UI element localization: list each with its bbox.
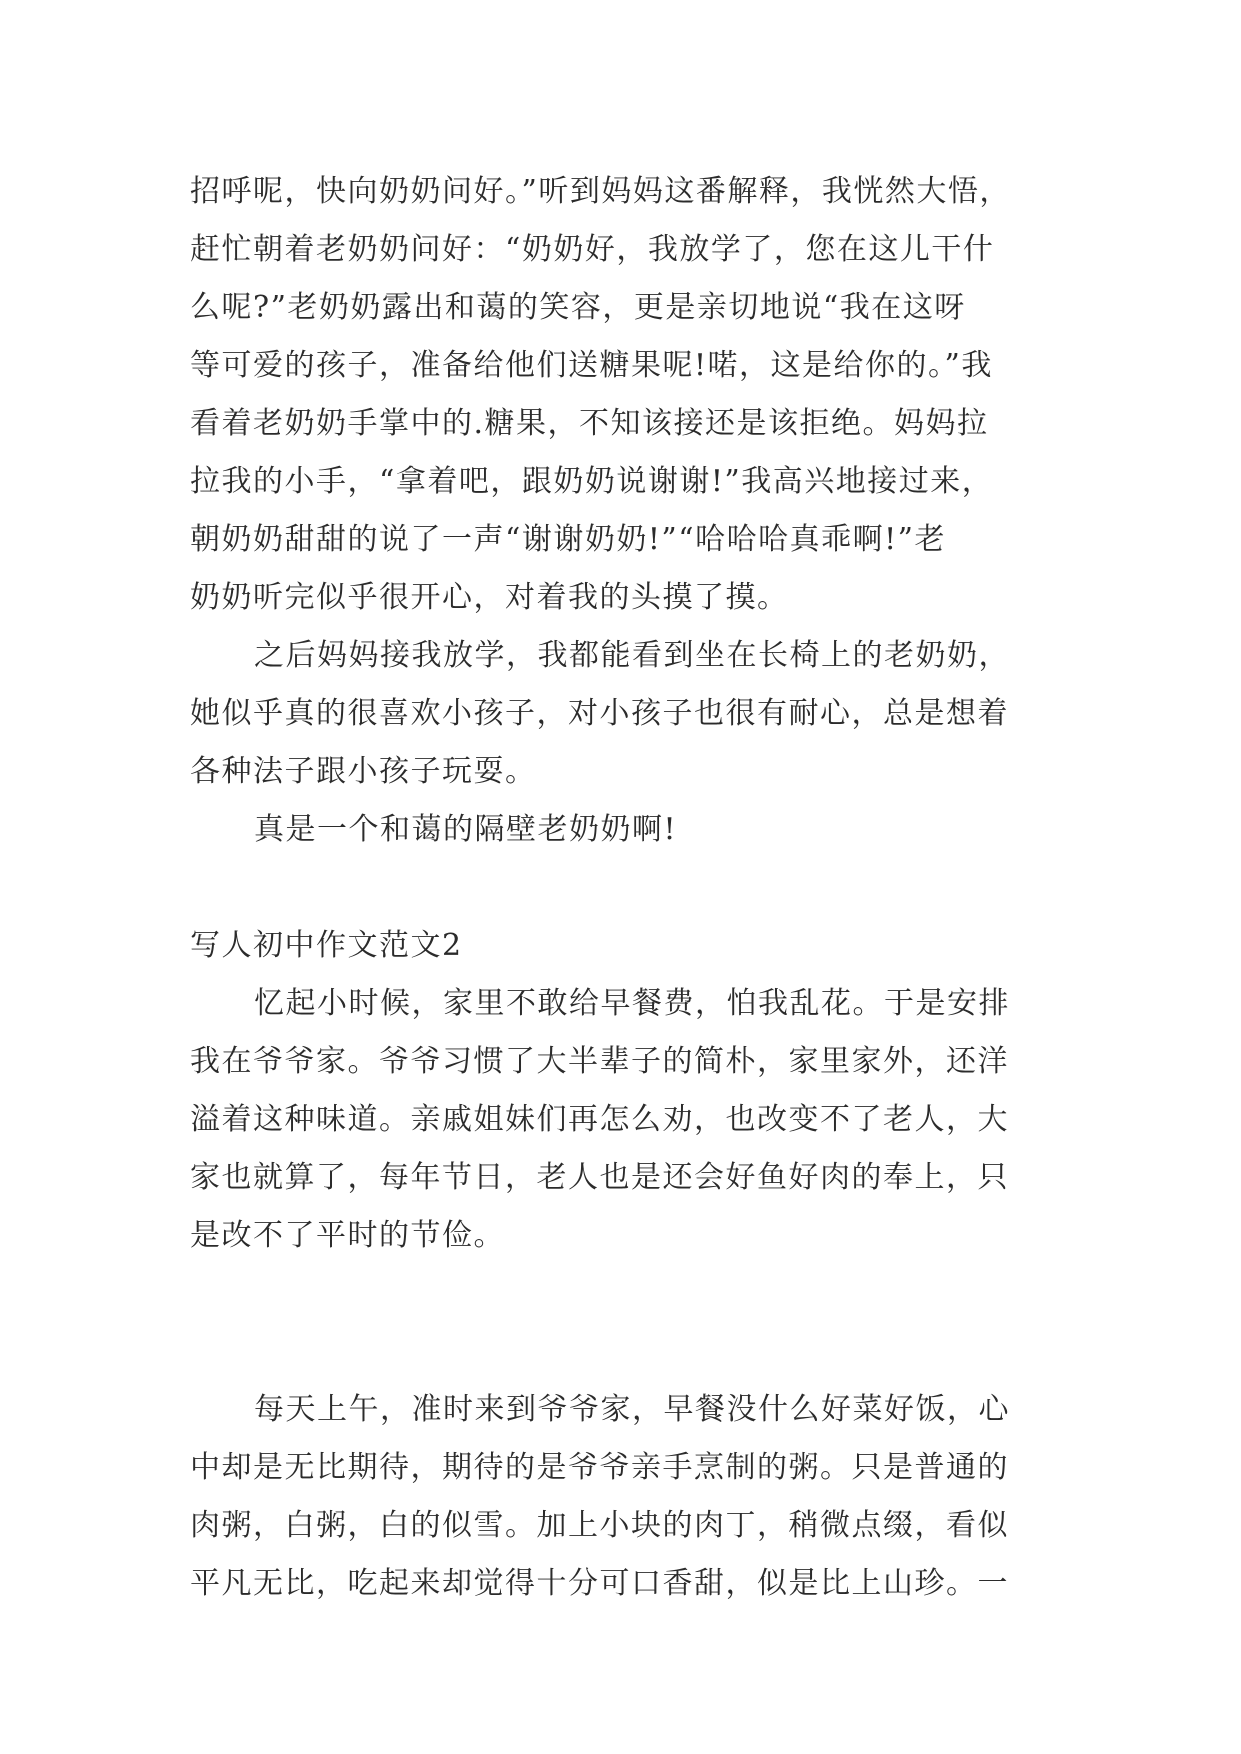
paragraph-start-line: 忆起小时候，家里不敢给早餐费，怕我乱花。于是安排: [254, 986, 1010, 1021]
document-body: [190, 163, 1063, 1613]
text-line: 各种法子跟小孩子玩耍。: [190, 754, 537, 789]
text-line: 平凡无比，吃起来却觉得十分可口香甜，似是比上山珍。一: [190, 1566, 1009, 1601]
text-line: 溢着这种味道。亲戚姐妹们再怎么劝，也改变不了老人，大: [190, 1102, 1009, 1137]
text-line: 拉我的小手，“拿着吧，跟奶奶说谢谢!”我高兴地接过来，: [190, 464, 994, 499]
text-line: 等可爱的孩子，准备给他们送糖果呢!喏，这是给你的。”我: [190, 348, 993, 383]
text-line: 朝奶奶甜甜的说了一声“谢谢奶奶!”“哈哈哈真乖啊!”老: [190, 522, 946, 557]
section-heading: 写人初中作文范文2: [190, 928, 463, 963]
text-line: 看着老奶奶手掌中的.糖果，不知该接还是该拒绝。妈妈拉: [190, 406, 989, 441]
text-line: 肉粥，白粥，白的似雪。加上小块的肉丁，稍微点缀，看似: [190, 1508, 1009, 1543]
paragraph-start-line: 真是一个和蔼的隔壁老奶奶啊!: [254, 812, 678, 847]
text-line: 么呢?”老奶奶露出和蔼的笑容，更是亲切地说“我在这呀: [190, 290, 966, 325]
text-line: 她似乎真的很喜欢小孩子，对小孩子也很有耐心，总是想着: [190, 696, 1009, 731]
text-line: 我在爷爷家。爷爷习惯了大半辈子的简朴，家里家外，还洋: [190, 1044, 1009, 1079]
text-line: 赶忙朝着老奶奶问好：“奶奶好，我放学了，您在这儿干什: [190, 232, 995, 267]
text-line: 家也就算了，每年节日，老人也是还会好鱼好肉的奉上，只: [190, 1160, 1009, 1195]
text-line: 奶奶听完似乎很开心，对着我的头摸了摸。: [190, 580, 789, 615]
text-line: 招呼呢，快向奶奶问好。”听到妈妈这番解释，我恍然大悟，: [190, 174, 1011, 209]
paragraph-start-line: 之后妈妈接我放学，我都能看到坐在长椅上的老奶奶，: [254, 638, 1010, 673]
text-line: 中却是无比期待，期待的是爷爷亲手烹制的粥。只是普通的: [190, 1450, 1009, 1485]
text-line: 是改不了平时的节俭。: [190, 1218, 505, 1253]
paragraph-start-line: 每天上午，准时来到爷爷家，早餐没什么好菜好饭，心: [254, 1392, 1010, 1427]
